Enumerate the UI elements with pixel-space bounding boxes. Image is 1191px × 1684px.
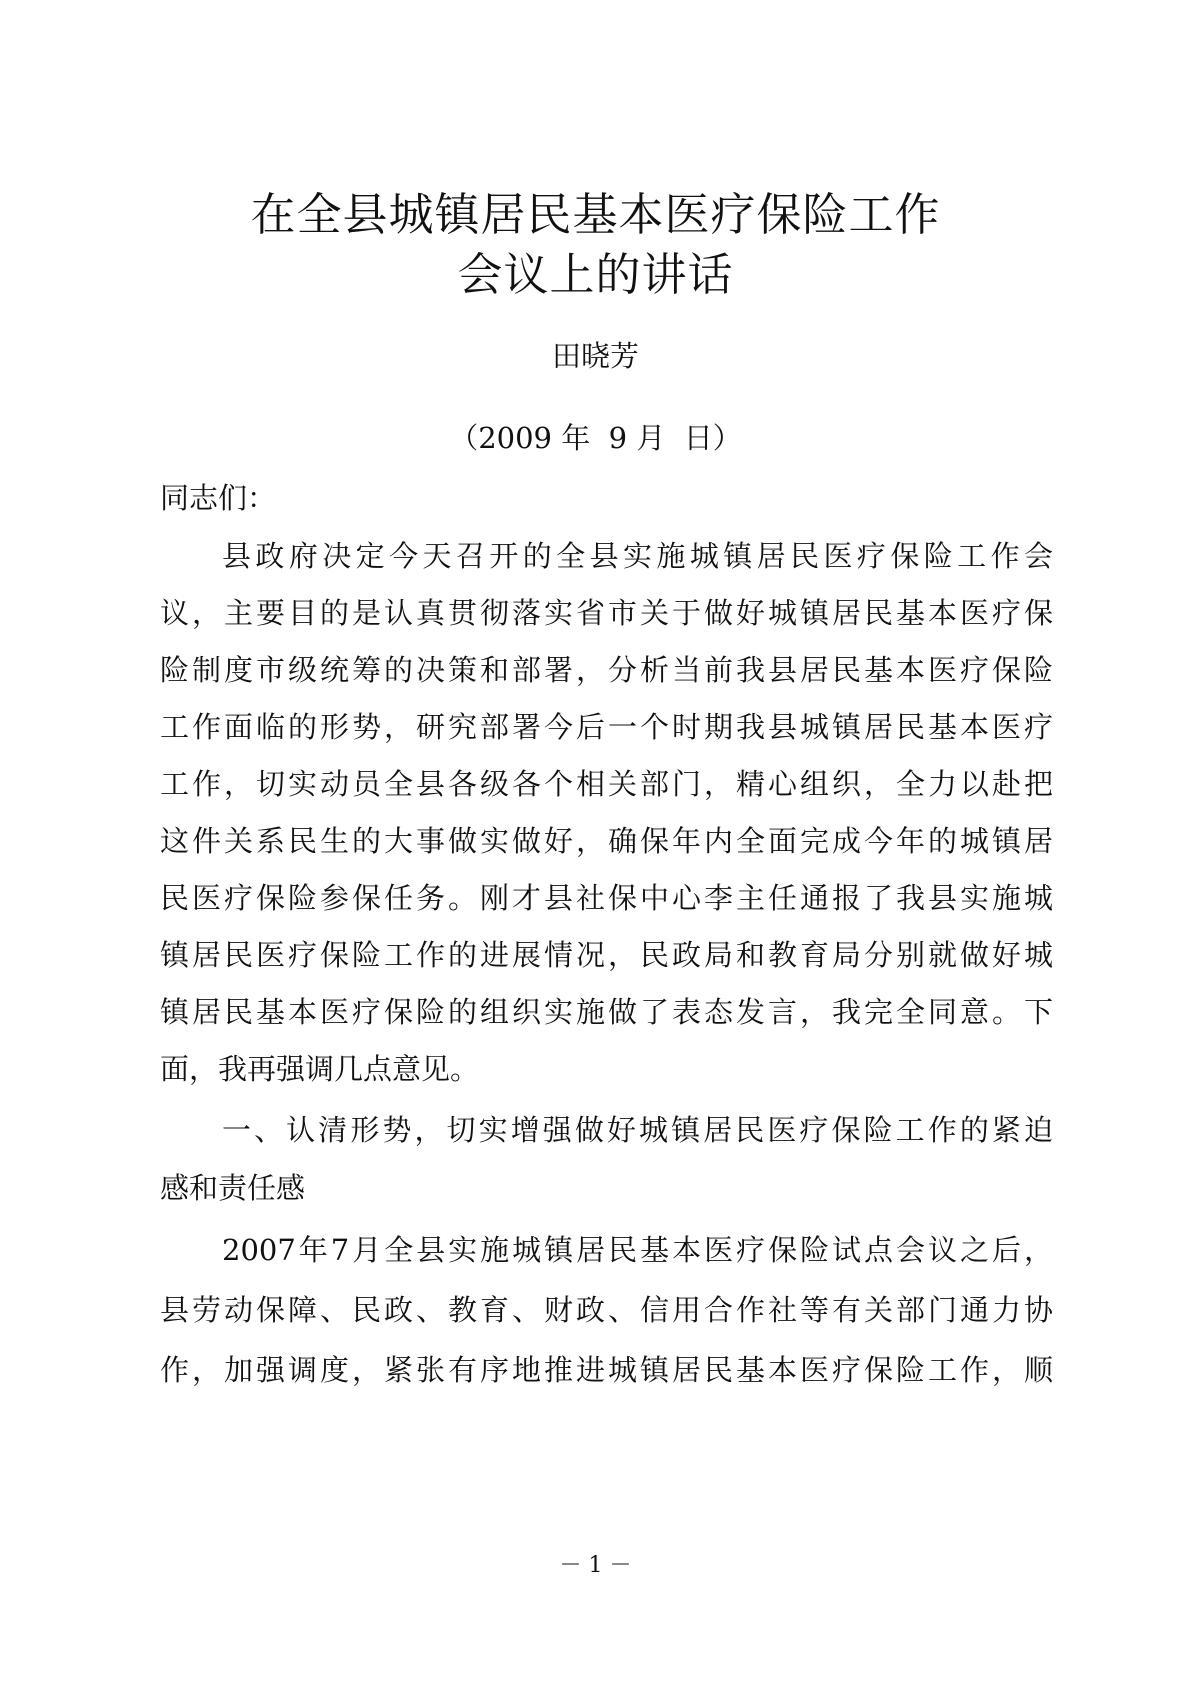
body-line: 工作，切实动员全县各级各个相关部门，精心组织，全力以赴把 (160, 767, 1053, 801)
body-line: 县劳动保障、民政、教育、财政、信用合作社等有关部门通力协 (160, 1293, 1053, 1327)
body-line: 县政府决定今天召开的全县实施城镇居民医疗保险工作会 (222, 539, 1053, 573)
section-heading-line: 一、认清形势，切实增强做好城镇居民医疗保险工作的紧迫 (222, 1113, 1053, 1147)
document-title-line-1: 在全县城镇居民基本医疗保险工作 (250, 188, 941, 241)
body-line: 工作面临的形势，研究部署今后一个时期我县城镇居民基本医疗 (160, 710, 1053, 744)
section-heading-line: 感和责任感 (160, 1171, 306, 1205)
body-line: 议，主要目的是认真贯彻落实省市关于做好城镇居民基本医疗保 (160, 596, 1053, 630)
body-line: 2007年7月全县实施城镇居民基本医疗保险试点会议之后， (222, 1233, 1053, 1267)
body-line: 面，我再强调几点意见。 (160, 1052, 480, 1086)
author-name: 田晓芳 (551, 339, 639, 373)
document-title-line-2: 会议上的讲话 (457, 248, 734, 301)
body-line: 这件关系民生的大事做实做好，确保年内全面完成今年的城镇居 (160, 824, 1053, 858)
speech-date: （2009 年 9 月 日） (449, 421, 742, 455)
body-line: 镇居民基本医疗保险的组织实施做了表态发言，我完全同意。下 (160, 995, 1053, 1029)
greeting: 同志们： (160, 481, 277, 515)
body-line: 民医疗保险参保任务。刚才县社保中心李主任通报了我县实施城 (160, 881, 1053, 915)
page-number: － 1 － (559, 1553, 632, 1578)
body-line: 镇居民医疗保险工作的进展情况，民政局和教育局分别就做好城 (160, 938, 1053, 972)
body-line: 作，加强调度，紧张有序地推进城镇居民基本医疗保险工作，顺 (160, 1353, 1053, 1387)
body-line: 险制度市级统筹的决策和部署，分析当前我县居民基本医疗保险 (160, 653, 1053, 687)
